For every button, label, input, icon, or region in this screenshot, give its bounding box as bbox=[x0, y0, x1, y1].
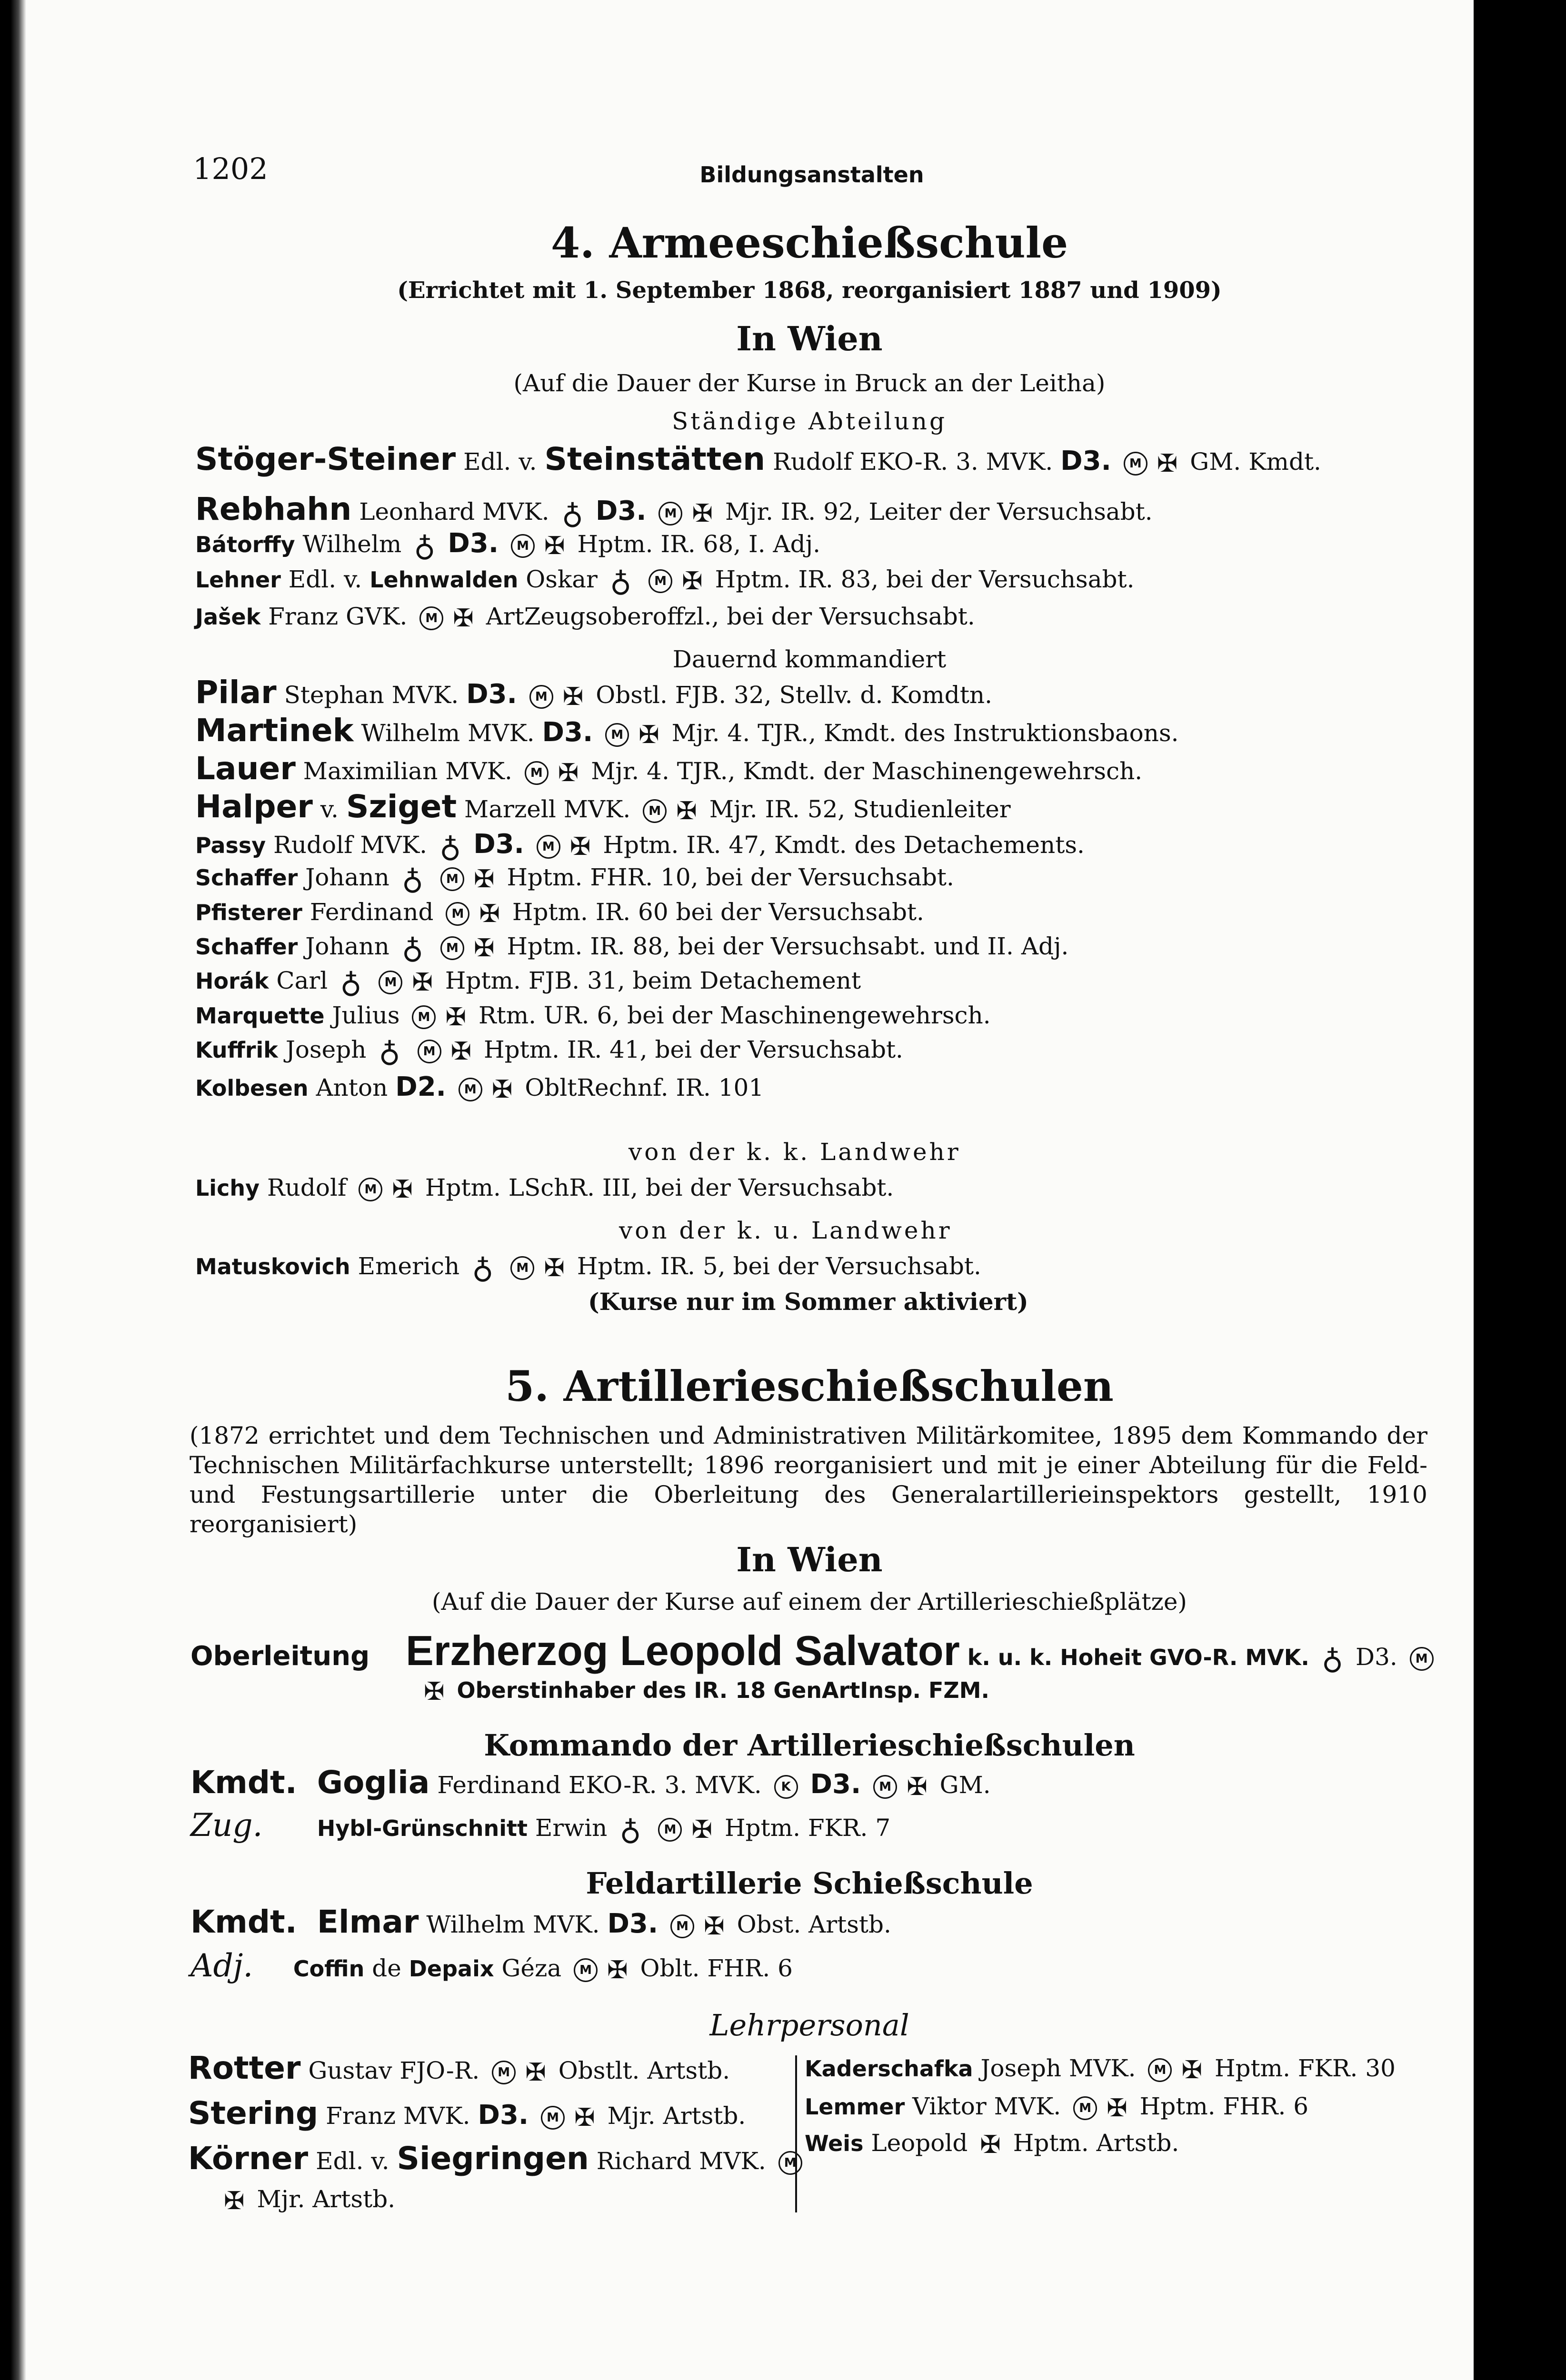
person-name: Kolbesen bbox=[195, 1075, 309, 1101]
column-divider bbox=[795, 2055, 797, 2212]
medal-icon: ♁ bbox=[609, 564, 632, 598]
permanent-heading: Ständige Abteilung bbox=[671, 407, 948, 435]
list-item: Rebhahn Leonhard MVK. ♁ D3. M ✠ Mjr. IR. 92, Leiter der Versuchsabt. bbox=[195, 491, 1153, 531]
cross-icon: ✠ bbox=[692, 499, 713, 528]
list-item: Lemmer Viktor MVK. M ✠ Hptm. FHR. 6 bbox=[805, 2092, 1309, 2122]
section-5-city-note: (Auf die Dauer der Kurse auf einem der Artillerieschießplätze) bbox=[432, 1588, 1187, 1616]
cross-icon: ✠ bbox=[1181, 2055, 1203, 2084]
cross-icon: ✠ bbox=[1107, 2093, 1127, 2122]
person-name: Erzherzog Leopold Salvator bbox=[406, 1627, 960, 1674]
military-merit-m-icon: M bbox=[1073, 2096, 1097, 2120]
person-name: Lehner bbox=[195, 567, 281, 593]
landwehr-heading: von der k. k. Landwehr bbox=[628, 1138, 961, 1166]
section-5-title: 5. Artillerieschießschulen bbox=[505, 1361, 1114, 1411]
list-item: Zug. Hybl-Grünschnitt Erwin ♁ M ✠ Hptm. FKR. 7 bbox=[190, 1807, 891, 1847]
medal-icon: ♁ bbox=[401, 931, 424, 965]
section-5-history: (1872 errichtet und dem Technischen und Administrativen Militärkomitee, 1895 dem Kommando der Technischen Militärfachkurse unterstellt; 1896 reorganisiert und mit je einer Abteilung für die Feld- und Festungsartillerie unter die Oberleitung des Generalartillerieinspektors gestellt, 1910 reorganisiert) bbox=[190, 1422, 1427, 1538]
list-item: Schaffer Johann ♁ M ✠ Hptm. FHR. 10, bei der Versuchsabt. bbox=[195, 862, 954, 896]
section-4-title: 4. Armeeschießschule bbox=[550, 218, 1068, 268]
list-item: Kmdt. Elmar Wilhelm MVK. D3. M ✠ Obst. Artstb. bbox=[190, 1904, 891, 1941]
cross-icon: ✠ bbox=[544, 531, 565, 560]
military-merit-m-icon: M bbox=[529, 685, 553, 709]
list-item: Kaderschafka Joseph MVK. M ✠ Hptm. FKR. 30 bbox=[805, 2054, 1396, 2084]
cross-icon: ✠ bbox=[473, 933, 495, 962]
oberleitung-row: Oberleitung Erzherzog Leopold Salvator k. u. k. Hoheit GVO-R. MVK. ♁ D3. M bbox=[190, 1626, 1438, 1676]
cross-icon: ✠ bbox=[562, 682, 584, 711]
person-name: Stöger-Steiner bbox=[195, 441, 456, 477]
military-merit-m-icon: M bbox=[670, 1914, 694, 1938]
list-item: Pfisterer Ferdinand M ✠ Hptm. IR. 60 bei der Versuchsabt. bbox=[195, 898, 924, 928]
oberleitung-row-2: ✠ Oberstinhaber des IR. 18 GenArtInsp. FZM. bbox=[424, 1677, 989, 1706]
feld-heading: Feldartillerie Schießschule bbox=[586, 1866, 1033, 1901]
military-merit-m-icon: M bbox=[440, 867, 464, 891]
military-merit-m-icon: M bbox=[440, 936, 464, 960]
list-item: Lauer Maximilian MVK. M ✠ Mjr. 4. TJR., Kmdt. der Maschinengewehrsch. bbox=[195, 750, 1143, 787]
section-4-city: In Wien bbox=[736, 319, 883, 358]
list-item: Martinek Wilhelm MVK. D3. M ✠ Mjr. 4. TJR., Kmdt. des Instruktionsbaons. bbox=[195, 712, 1179, 749]
medal-icon: ♁ bbox=[379, 1034, 400, 1069]
list-item: Passy Rudolf MVK. ♁ D3. M ✠ Hptm. IR. 47, Kmdt. des Detachements. bbox=[195, 829, 1085, 864]
list-item: Rotter Gustav FJO-R. M ✠ Obstlt. Artstb. bbox=[188, 2050, 730, 2087]
military-merit-m-icon: M bbox=[658, 1818, 682, 1842]
military-merit-m-icon: M bbox=[648, 569, 672, 593]
person-name: Schaffer bbox=[195, 865, 298, 891]
section-4-city-note: (Auf die Dauer der Kurse in Bruck an der Leitha) bbox=[513, 369, 1106, 397]
person-name: Bátorffy bbox=[195, 532, 295, 557]
military-merit-m-icon: M bbox=[1148, 2058, 1172, 2082]
military-merit-m-icon: M bbox=[525, 761, 549, 785]
cross-icon: ✠ bbox=[424, 1677, 445, 1706]
military-merit-m-icon: M bbox=[511, 534, 535, 558]
lehrpersonal-heading: Lehrpersonal bbox=[709, 2008, 909, 2043]
commanded-heading: Dauernd kommandiert bbox=[672, 645, 947, 673]
person-name: Körner bbox=[188, 2140, 309, 2177]
person-name: Kaderschafka bbox=[805, 2056, 973, 2082]
military-merit-m-icon: M bbox=[510, 1256, 534, 1280]
person-name: Jašek bbox=[195, 604, 261, 630]
summer-note: (Kurse nur im Sommer aktiviert) bbox=[588, 1288, 1028, 1316]
person-name: Lemmer bbox=[805, 2094, 905, 2120]
person-name: Halper bbox=[195, 788, 313, 825]
cross-icon: ✠ bbox=[445, 1002, 467, 1031]
section-5-city: In Wien bbox=[736, 1540, 883, 1579]
military-merit-m-icon: M bbox=[419, 606, 443, 630]
military-merit-m-icon: M bbox=[873, 1775, 897, 1799]
list-item: Halper v. Sziget Marzell MVK. M ✠ Mjr. IR. 52, Studienleiter bbox=[195, 788, 1011, 825]
list-item: Matuskovich Emerich ♁ M ✠ Hptm. IR. 5, bei der Versuchsabt. bbox=[195, 1250, 981, 1285]
cross-icon: ✠ bbox=[676, 796, 697, 825]
cross-icon: ✠ bbox=[392, 1175, 413, 1204]
person-name: Martinek bbox=[195, 712, 354, 749]
person-name: Rebhahn bbox=[195, 491, 352, 527]
list-item: Lichy Rudolf M ✠ Hptm. LSchR. III, bei der Versuchsabt. bbox=[195, 1174, 894, 1204]
cross-icon: ✠ bbox=[704, 1912, 725, 1941]
cross-icon: ✠ bbox=[1157, 449, 1178, 478]
list-item: Weis Leopold ✠ Hptm. Artstb. bbox=[805, 2129, 1179, 2159]
list-item: Bátorffy Wilhelm ♁ D3. M ✠ Hptm. IR. 68, I. Adj. bbox=[195, 528, 821, 563]
list-item: Kuffrik Joseph ♁ M ✠ Hptm. IR. 41, bei der Versuchsabt. bbox=[195, 1034, 903, 1069]
military-merit-m-icon: M bbox=[492, 2061, 516, 2084]
list-item: Schaffer Johann ♁ M ✠ Hptm. IR. 88, bei der Versuchsabt. und II. Adj. bbox=[195, 931, 1069, 965]
list-item: Körner Edl. v. Siegringen Richard MVK. M bbox=[188, 2140, 807, 2177]
cross-icon: ✠ bbox=[569, 832, 591, 861]
medal-icon: ♁ bbox=[414, 528, 436, 563]
person-name: Marquette bbox=[195, 1003, 325, 1029]
military-merit-m-icon: M bbox=[658, 502, 682, 526]
medal-icon: ♁ bbox=[561, 496, 583, 531]
person-name: Lauer bbox=[195, 750, 296, 787]
scan-right-edge bbox=[1474, 0, 1566, 2380]
medal-icon: ♁ bbox=[472, 1250, 494, 1285]
military-merit-m-icon: M bbox=[541, 2106, 565, 2130]
medal-icon: ♁ bbox=[619, 1812, 641, 1847]
list-item: Horák Carl ♁ M ✠ Hptm. FJB. 31, beim Detachement bbox=[195, 965, 861, 1000]
cross-icon: ✠ bbox=[980, 2130, 1001, 2159]
person-name: Horák bbox=[195, 968, 269, 994]
cross-icon: ✠ bbox=[525, 2058, 546, 2087]
list-item: Pilar Stephan MVK. D3. M ✠ Obstl. FJB. 32, Stellv. d. Komdtn. bbox=[195, 674, 993, 711]
cross-icon: ✠ bbox=[691, 1815, 713, 1844]
military-merit-m-icon: M bbox=[605, 723, 629, 747]
cross-icon: ✠ bbox=[682, 566, 703, 595]
page-number: 1202 bbox=[193, 151, 268, 186]
military-merit-m-icon: M bbox=[359, 1178, 382, 1201]
military-merit-m-icon: M bbox=[1410, 1647, 1434, 1671]
section-4-subtitle: (Errichtet mit 1. September 1868, reorganisiert 1887 und 1909) bbox=[397, 277, 1222, 304]
cross-icon: ✠ bbox=[412, 968, 433, 997]
cross-icon: ✠ bbox=[558, 758, 579, 787]
military-merit-m-icon: M bbox=[379, 971, 402, 994]
person-name: Lichy bbox=[195, 1175, 260, 1201]
list-item: Marquette Julius M ✠ Rtm. UR. 6, bei der Maschinengewehrsch. bbox=[195, 1002, 991, 1031]
medal-icon: ♁ bbox=[401, 862, 424, 896]
military-merit-m-icon: M bbox=[574, 1958, 598, 1982]
list-item: Kmdt. Goglia Ferdinand EKO-R. 3. MVK. K D3. M ✠ GM. bbox=[190, 1764, 991, 1801]
list-item: Adj. Coffin de Depaix Géza M ✠ Oblt. FHR. 6 bbox=[190, 1947, 793, 1984]
person-name: Weis bbox=[805, 2131, 864, 2156]
military-merit-m-icon: M bbox=[418, 1040, 441, 1063]
person-name: Elmar bbox=[317, 1904, 419, 1940]
cross-icon: ✠ bbox=[473, 864, 495, 893]
list-item: Lehner Edl. v. Lehnwalden Oskar ♁ M ✠ Hptm. IR. 83, bei der Versuchsabt. bbox=[195, 564, 1135, 598]
person-name: Schaffer bbox=[195, 934, 298, 960]
honved-heading: von der k. u. Landwehr bbox=[619, 1217, 952, 1244]
list-item-continued: ✠ Mjr. Artstb. bbox=[224, 2185, 396, 2215]
military-merit-m-icon: M bbox=[643, 799, 667, 823]
cross-icon: ✠ bbox=[479, 899, 500, 928]
cross-icon: ✠ bbox=[453, 604, 474, 633]
person-name: Pilar bbox=[195, 674, 277, 711]
person-name: Stering bbox=[188, 2095, 319, 2132]
cross-icon: ✠ bbox=[607, 1955, 628, 1984]
cross-icon: ✠ bbox=[450, 1037, 472, 1066]
kommando-heading: Kommando der Artillerieschießschulen bbox=[484, 1728, 1135, 1763]
military-merit-m-icon: M bbox=[1124, 452, 1147, 476]
person-name: Rotter bbox=[188, 2050, 301, 2086]
list-item: Stering Franz MVK. D3. M ✠ Mjr. Artstb. bbox=[188, 2095, 746, 2132]
cross-icon: ✠ bbox=[544, 1253, 565, 1282]
medal-icon: ♁ bbox=[439, 829, 461, 864]
military-merit-m-icon: M bbox=[459, 1078, 482, 1101]
cross-icon: ✠ bbox=[224, 2186, 245, 2215]
scan-left-shadow bbox=[0, 0, 26, 2380]
military-merit-m-icon: M bbox=[412, 1005, 436, 1029]
list-item: Kolbesen Anton D2. M ✠ ObltRechnf. IR. 101 bbox=[195, 1071, 764, 1104]
person-name: Goglia bbox=[317, 1764, 430, 1801]
military-merit-m-icon: M bbox=[778, 2151, 802, 2175]
person-name: Pfisterer bbox=[195, 900, 302, 925]
k-badge-icon: K bbox=[774, 1775, 798, 1799]
person-name: Kuffrik bbox=[195, 1037, 278, 1063]
person-name: Hybl-Grünschnitt bbox=[317, 1815, 528, 1841]
military-merit-m-icon: M bbox=[537, 835, 560, 859]
person-name: Passy bbox=[195, 833, 266, 858]
cross-icon: ✠ bbox=[638, 720, 659, 749]
cross-icon: ✠ bbox=[491, 1075, 513, 1104]
military-merit-m-icon: M bbox=[446, 902, 469, 926]
medal-icon: ♁ bbox=[1321, 1641, 1344, 1676]
running-title: Bildungsanstalten bbox=[699, 162, 924, 188]
person-name: Coffin bbox=[293, 1956, 365, 1982]
list-item: Stöger-Steiner Edl. v. Steinstätten Rudolf EKO-R. 3. MVK. D3. M ✠ GM. Kmdt. bbox=[195, 441, 1321, 478]
cross-icon: ✠ bbox=[907, 1772, 928, 1801]
medal-icon: ♁ bbox=[340, 965, 362, 1000]
list-item: Jašek Franz GVK. M ✠ ArtZeugsoberoffzl., bei der Versuchsabt. bbox=[195, 603, 975, 633]
cross-icon: ✠ bbox=[574, 2103, 595, 2132]
person-name: Matuskovich bbox=[195, 1254, 350, 1279]
